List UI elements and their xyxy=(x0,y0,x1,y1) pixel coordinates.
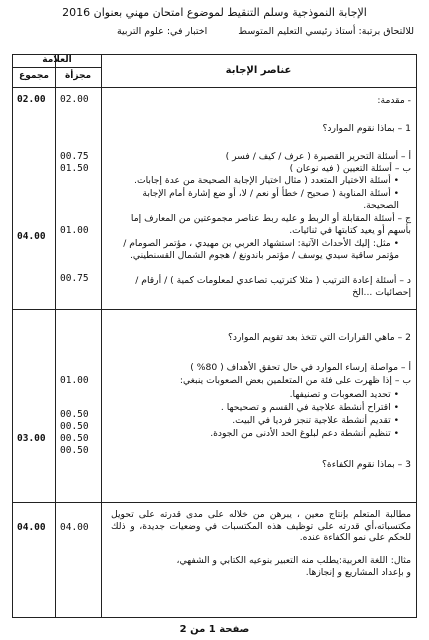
q2-b1-text: • تحديد الصعوبات و تصنيفها. xyxy=(290,389,399,400)
column-divider xyxy=(101,55,102,617)
q2-b4-mark: 00.50 xyxy=(60,445,89,456)
q3-example-cont: و بإعداد المشاريع و إنجازها. xyxy=(305,567,411,578)
q1-b2 xyxy=(111,188,411,211)
q2-b1-mark: 00.50 xyxy=(60,409,89,420)
part-header: مجزأة xyxy=(64,71,92,81)
q1-b1-text: • أسئلة الاختيار المتعدد ( مثال اختيار الإجابة الصحيحة من عدة إجابات. xyxy=(134,175,399,186)
answer-table xyxy=(12,54,417,618)
column-divider xyxy=(55,55,56,617)
q2-a-mark: 01.00 xyxy=(60,375,89,386)
answer-elements xyxy=(111,55,411,619)
exam-subtitle xyxy=(14,26,414,37)
q1-b: ب – أسئلة التعيين ( فيه نوعان ) xyxy=(289,163,411,174)
mark-header: العلامة xyxy=(42,55,72,65)
q3-part: 04.00 xyxy=(60,522,89,533)
q1-title: 1 – بماذا نقوم الموارد؟ xyxy=(322,123,411,134)
page-title: الإجابة النموذجية وسلم التنقيط لموضوع امتحان مهني بعنوان 2016 xyxy=(62,6,367,19)
q2-b4-text: • تنظيم أنشطة دعم لبلوغ الحد الأدنى من الجودة. xyxy=(210,428,399,439)
subject-label: اختبار في: علوم التربية xyxy=(116,26,208,37)
q3-example: مثال: اللغة العربية:يطلب منه التعبير بنوعيه الكتابي و الشفهي، xyxy=(176,555,411,566)
q2-b3 xyxy=(111,415,411,427)
page-number: صفحة 1 من 2 xyxy=(179,624,250,635)
q2-b1 xyxy=(111,389,411,401)
q1-d-mark: 00.75 xyxy=(60,273,89,284)
q2-b3-text: • تقديم أنشطة علاجية تنجز فرديا في البيت. xyxy=(232,415,399,426)
elements-header: عناصر الإجابة xyxy=(225,65,292,76)
q2-title: 2 – ماهي القرارات التي تتخذ بعد تقويم الموارد؟ xyxy=(228,332,411,343)
row-divider xyxy=(13,67,101,68)
q2-b3-mark: 00.50 xyxy=(60,433,89,444)
q3-total: 04.00 xyxy=(17,522,46,533)
q1-c-example xyxy=(111,238,411,261)
q1-c-example-text: • مثل: إليك الأحداث الآتية: استشهاد العربي بن مهيدي ، مؤتمر الصومام / مؤتمر ساقية سيدي يوسف / مؤتمر باندونغ / هجوم الشمال القسنطيني. xyxy=(123,238,399,261)
q3-body: مطالبة المتعلم بإنتاج معين ، يبرهن من خلاله على مدى قدرته على تحويل مكتسباته،أي قدرته على توظيف هذه المكتسبات في وضعيات جديدة، و ذلك للحكم على نمو الكفاءة عنده. xyxy=(111,509,411,544)
intro-text: - مقدمة: xyxy=(377,95,411,106)
rank-label: للالتحاق برتبة: أستاذ رئيسي التعليم المتوسط xyxy=(238,26,414,37)
q1-c-mark: 01.00 xyxy=(60,225,89,236)
q2-b4 xyxy=(111,428,411,440)
q3-title: 3 – بماذا نقوم الكفاءة؟ xyxy=(322,459,411,470)
intro-part: 02.00 xyxy=(60,94,89,105)
q1-b-mark: 01.50 xyxy=(60,163,89,174)
q2-b2-text: • اقتراح أنشطة علاجية في القسم و تصحيحها . xyxy=(221,402,399,413)
q2-b2 xyxy=(111,402,411,414)
q2-b: ب – إذا ظهرت على فئة من المتعلمين بعض الصعوبات ينبغي: xyxy=(179,375,411,386)
intro-total: 02.00 xyxy=(17,94,46,105)
q1-b2-text: • أسئلة المناوبة ( صحيح / خطأ أو نعم / لا، أو ضع إشارة أمام الإجابة الصحيحة. xyxy=(142,188,399,211)
q2-b2-mark: 00.50 xyxy=(60,421,89,432)
total-header: مجموع xyxy=(19,71,49,81)
q1-b1 xyxy=(111,175,411,187)
q1-d: د – أسئلة إعادة الترتيب ( مثلا كترتيب تصاعدي لمعلومات كمية ) / أرقام / إحصائيات ...الخ xyxy=(135,275,411,298)
q2-total: 03.00 xyxy=(17,433,46,444)
q1-a-mark: 00.75 xyxy=(60,151,89,162)
q1-total: 04.00 xyxy=(17,231,46,242)
q1-c: ج – أسئلة المقابلة أو الربط و عليه ربط عناصر مجموعتين من المعارف إما بأسهم أو يعيد كتابتها في ثنائيات. xyxy=(130,213,411,236)
q1-a: أ – أسئلة التحرير القصيرة ( عرف / كيف / فسر ) xyxy=(225,151,411,162)
q2-a: أ – مواصلة إرساء الموارد في حال تحقق الأهداف ( 80% ) xyxy=(190,362,411,373)
